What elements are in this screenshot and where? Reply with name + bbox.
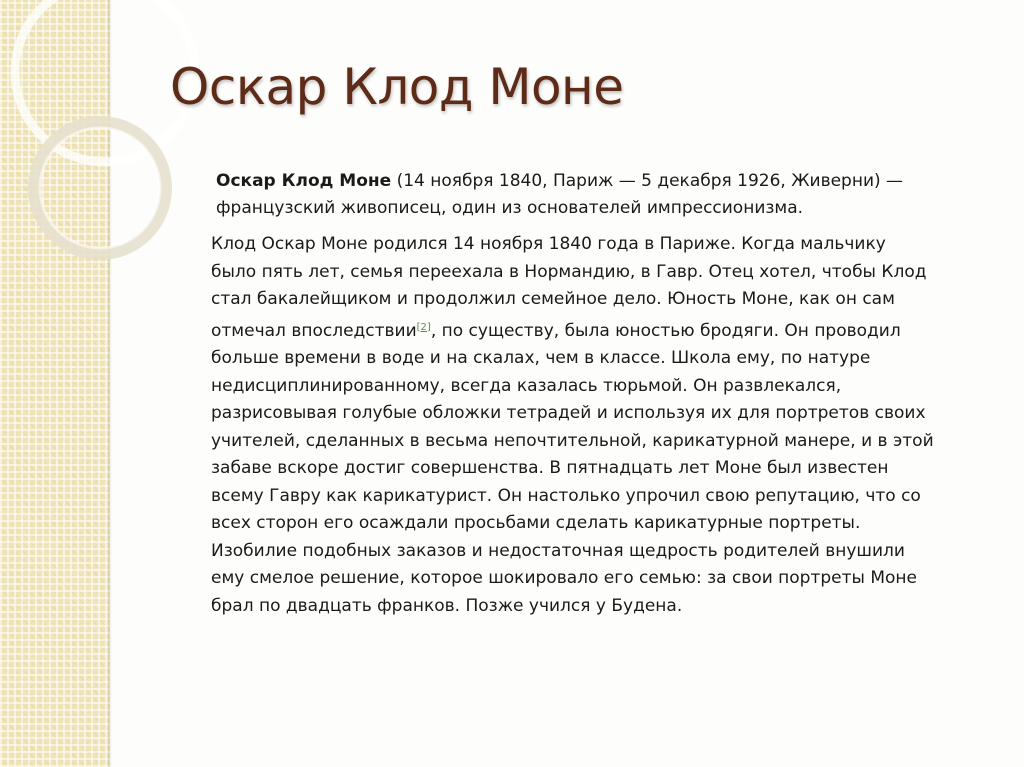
body-line-with-footnote: [211, 314, 1001, 346]
decorative-ring-small: [34, 122, 166, 254]
body-line: недисциплинированному, всегда казалась тюрьмой. Он развлекался,: [211, 375, 842, 396]
lead-name: Оскар Клод Моне: [216, 171, 392, 191]
body-line: Изобилие подобных заказов и недостаточная щедрость родителей внушили: [211, 540, 905, 561]
body-line: брал по двадцать франков. Позже учился у Будена.: [211, 595, 683, 616]
body-line: всех сторон его осаждали просьбами сделать карикатурные портреты.: [211, 513, 861, 533]
lead-description: французский живописец, один из основателей импрессионизма.: [216, 198, 804, 218]
body-line: забаве вскоре достиг совершенства. В пятнадцать лет Моне был известен: [211, 458, 889, 478]
decorative-ring-small-inner: [40, 128, 160, 248]
body-line: стал бакалейщиком и продолжил семейное дело. Юность Моне, как он сам: [211, 289, 895, 309]
body-line: было пять лет, семья переехала в Нормандию, в Гавр. Отец хотел, чтобы Клод: [211, 261, 927, 282]
body-line: ему смелое решение, которое шокировало его семью: за свои портреты Моне: [211, 568, 917, 588]
slide-title: Оскар Клод Моне: [170, 58, 624, 116]
body-text-fragment: отмечал впоследствии: [211, 320, 417, 341]
decorative-rings: [0, 0, 200, 300]
body-line: разрисовывая голубые обложки тетрадей и используя их для портретов своих: [211, 403, 926, 423]
footnote-link[interactable]: [2]: [416, 321, 431, 333]
body-text-fragment: , по существу, была юностью бродяги. Он проводил: [430, 320, 901, 341]
decorative-ring-large: [15, 0, 195, 162]
body-line: больше времени в воде и на скалах, чем в классе. Школа ему, по натуре: [211, 348, 871, 368]
body-line: Клод Оскар Моне родился 14 ноября 1840 года в Париже. Когда мальчику: [211, 234, 886, 254]
lead-paragraph: [216, 168, 996, 222]
lead-dates: (14 ноября 1840, Париж — 5 декабря 1926, Живерни) —: [391, 171, 904, 191]
body-line: всему Гавру как карикатурист. Он настолько упрочил свою репутацию, что со: [211, 485, 921, 506]
body-line: учителей, сделанных в весьма непочтительной, карикатурной манере, и в этой: [211, 430, 934, 451]
biography-paragraph: [211, 231, 1001, 620]
